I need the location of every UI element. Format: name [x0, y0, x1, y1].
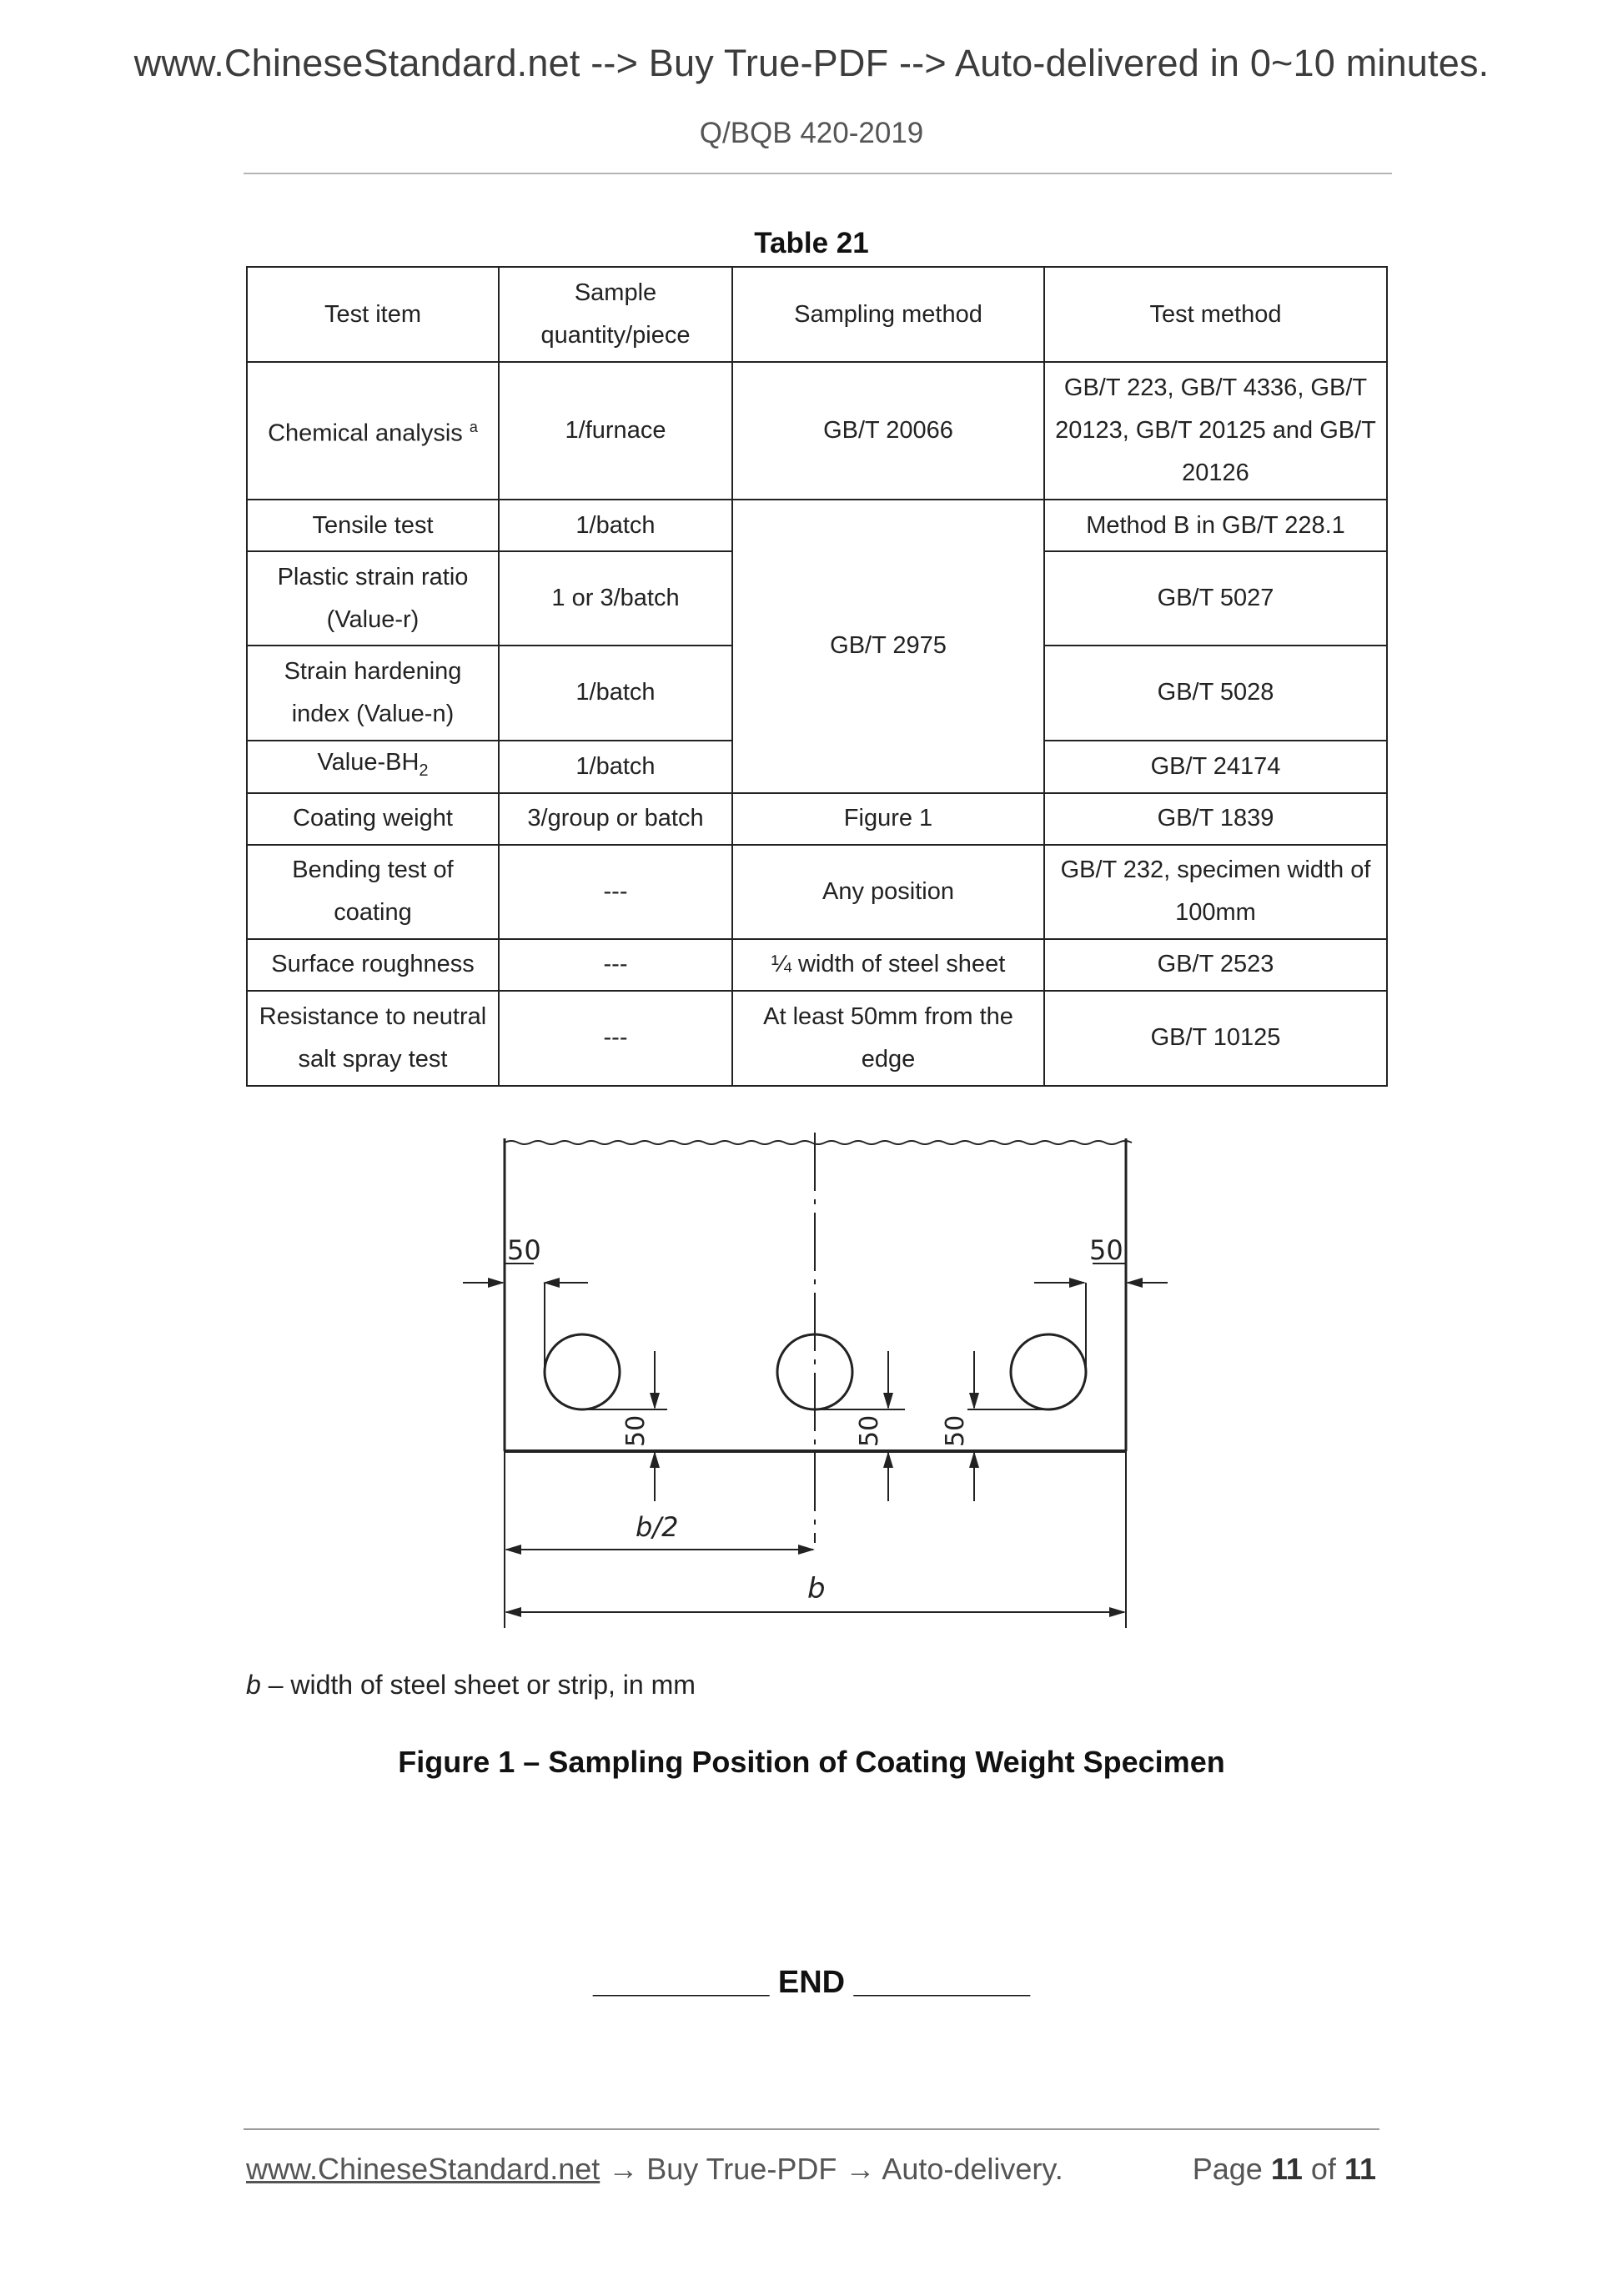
sampling-cell: GB/T 2975 — [732, 500, 1044, 792]
header-divider — [244, 173, 1392, 174]
test-item-cell: Surface roughness — [247, 939, 499, 991]
header-test-method: Test method — [1044, 267, 1387, 362]
method-cell: GB/T 24174 — [1044, 741, 1387, 793]
dimension-label-right-50: 50 — [1089, 1234, 1123, 1266]
test-item-cell: Resistance to neutral salt spray test — [247, 991, 499, 1086]
legend-text: – width of steel sheet or strip, in mm — [260, 1670, 696, 1700]
table-row — [247, 845, 1387, 939]
method-cell: GB/T 5027 — [1044, 551, 1387, 646]
method-cell: Method B in GB/T 228.1 — [1044, 500, 1387, 551]
test-item-cell: Plastic strain ratio (Value-r) — [247, 551, 499, 646]
test-item-cell: Strain hardening index (Value-n) — [247, 646, 499, 740]
specimen-circle-left — [545, 1334, 620, 1409]
legend-symbol: b — [246, 1670, 261, 1700]
method-cell: GB/T 1839 — [1044, 793, 1387, 845]
sampling-cell: GB/T 20066 — [732, 362, 1044, 500]
dimension-vertical-right — [967, 1351, 1048, 1501]
footer-site-link[interactable]: www.ChineseStandard.net — [246, 2152, 600, 2186]
dimension-label-vertical-center: 50 — [855, 1414, 884, 1447]
specimen-circle-right — [1011, 1334, 1086, 1409]
dimension-right-50 — [1034, 1264, 1168, 1368]
dimension-label-vertical-left: 50 — [621, 1414, 651, 1447]
table-row — [247, 991, 1387, 1086]
test-item-cell: Bending test of coating — [247, 845, 499, 939]
dimension-label-vertical-right: 50 — [941, 1414, 970, 1447]
header-sample-quantity-line1: Sample — [574, 279, 657, 307]
table-row — [247, 362, 1387, 500]
method-cell: GB/T 223, GB/T 4336, GB/T 20123, GB/T 20125 and GB/T 20126 — [1044, 362, 1387, 500]
table-row — [247, 793, 1387, 845]
method-cell: GB/T 2523 — [1044, 939, 1387, 991]
test-item-cell: Chemical analysis $^a$ — [247, 362, 499, 500]
method-cell: GB/T 10125 — [1044, 991, 1387, 1086]
dimension-label-half-width: b/2 — [636, 1511, 679, 1543]
sampling-cell: Any position — [732, 845, 1044, 939]
test-item-cell: Value-$BH_2$ — [247, 741, 499, 793]
test-methods-table — [246, 266, 1388, 1087]
quantity-cell: 1 or 3/batch — [499, 551, 732, 646]
figure-caption: Figure 1 – Sampling Position of Coating Weight Specimen — [398, 1745, 1225, 1779]
break-line — [505, 1141, 1132, 1144]
quantity-cell: 1/batch — [499, 500, 732, 551]
header-sample-quantity — [499, 267, 732, 362]
method-cell: GB/T 232, specimen width of 100mm — [1044, 845, 1387, 939]
document-number: Q/BQB 420-2019 — [699, 117, 924, 149]
quantity-cell: 1/batch — [499, 741, 732, 793]
sampling-position-figure — [450, 1126, 1184, 1643]
dimension-label-left-50: 50 — [507, 1234, 541, 1266]
current-page: 11 — [1270, 2152, 1303, 2186]
quantity-cell: --- — [499, 991, 732, 1086]
quantity-cell: 1/batch — [499, 646, 732, 740]
header-sample-quantity-line2: quantity/piece — [540, 322, 691, 349]
total-pages: 11 — [1344, 2152, 1376, 2186]
table-row — [247, 939, 1387, 991]
quantity-cell: 3/group or batch — [499, 793, 732, 845]
test-item-cell: Coating weight — [247, 793, 499, 845]
header-test-item: Test item — [247, 267, 499, 362]
sampling-cell: Figure 1 — [732, 793, 1044, 845]
sampling-cell: At least 50mm from the edge — [732, 991, 1044, 1086]
footer-link-text[interactable]: → Buy True-PDF → Auto-delivery. — [600, 2152, 1063, 2186]
quantity-cell: --- — [499, 845, 732, 939]
footnote-marker: a — [469, 419, 478, 436]
footer-divider — [244, 2128, 1379, 2130]
quantity-cell: --- — [499, 939, 732, 991]
dimension-left-50 — [463, 1264, 588, 1368]
method-cell: GB/T 5028 — [1044, 646, 1387, 740]
footer-link[interactable] — [246, 2152, 1063, 2187]
subscript: 2 — [419, 761, 429, 780]
table-row — [247, 500, 1387, 551]
sampling-cell: ¼ width of steel sheet — [732, 939, 1044, 991]
header-sampling-method: Sampling method — [732, 267, 1044, 362]
top-banner-link[interactable]: www.ChineseStandard.net --> Buy True-PDF --> Auto-delivered in 0~10 minutes. — [133, 42, 1490, 84]
page-indicator: Page 11 of 11 — [1192, 2152, 1376, 2186]
table-title: Table 21 — [754, 227, 869, 259]
table-header-row — [247, 267, 1387, 362]
dimension-label-full-width: b — [807, 1572, 826, 1605]
quantity-cell: 1/furnace — [499, 362, 732, 500]
figure-legend — [246, 1670, 696, 1701]
test-item-cell: Tensile test — [247, 500, 499, 551]
end-marker: __________ END __________ — [592, 1965, 1031, 2000]
